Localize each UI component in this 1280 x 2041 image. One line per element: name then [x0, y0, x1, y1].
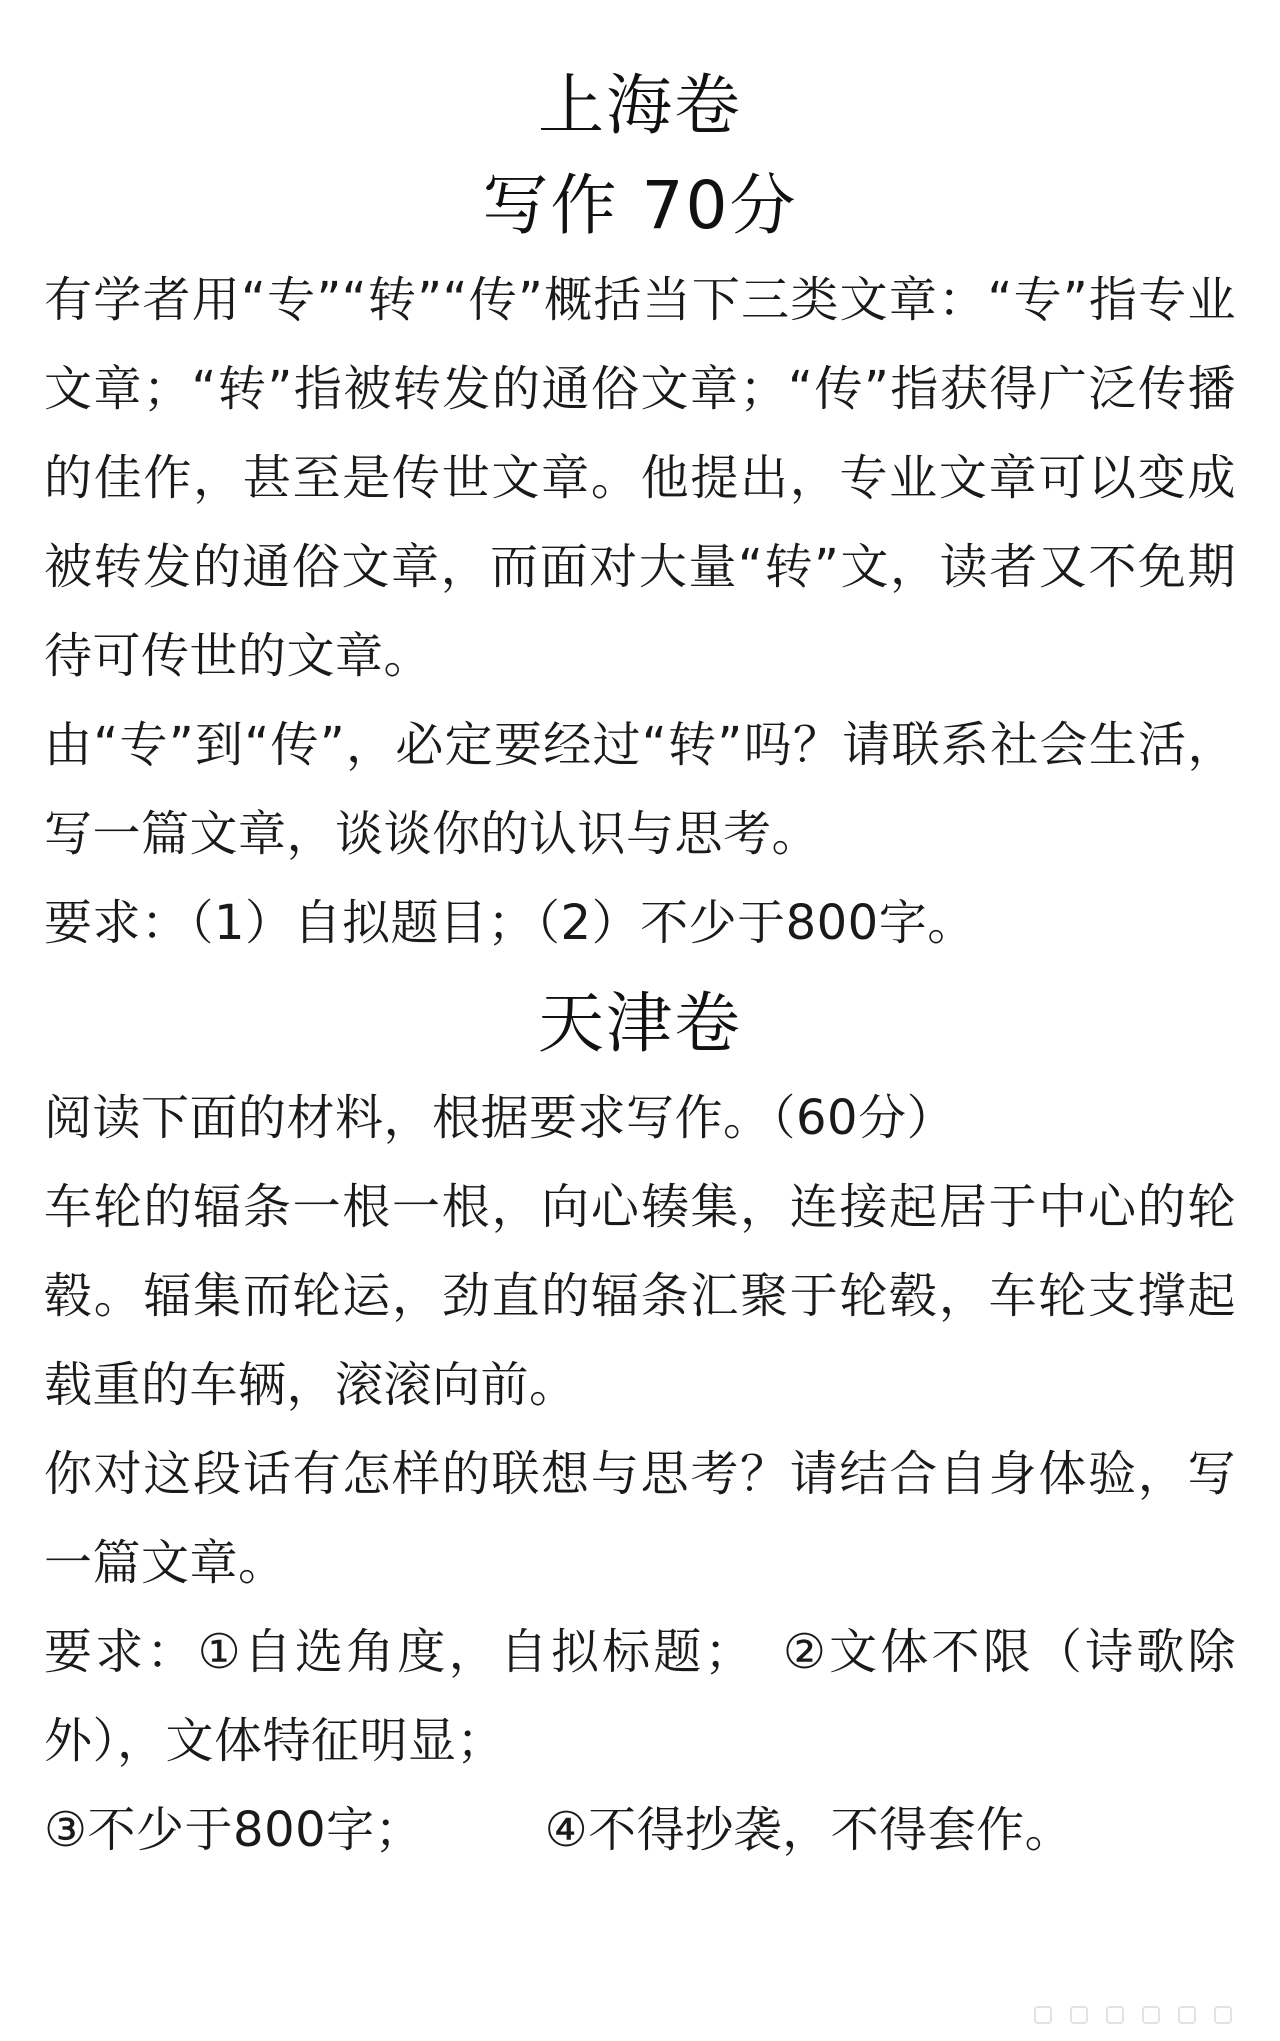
shanghai-subtitle: 写作 70分	[482, 167, 798, 244]
exam-content	[44, 56, 1236, 1875]
watermark-square-icon	[1142, 2006, 1160, 2024]
watermark-square-icon	[1106, 2006, 1124, 2024]
tianjin-requirements-line-1: 要求：①自选角度，自拟标题； ②文体不限（诗歌除外），文体特征明显；	[44, 1624, 1236, 1769]
tianjin-prompt-paragraph: 你对这段话有怎样的联想与思考？请结合自身体验，写一篇文章。	[44, 1446, 1236, 1591]
tianjin-instruction: 阅读下面的材料，根据要求写作。（60分）	[44, 1090, 956, 1146]
shanghai-material-paragraph: 有学者用“专”“转”“传”概括当下三类文章：“专”指专业文章；“转”指被转发的通俗文章；“传”指获得广泛传播的佳作，甚至是传世文章。他提出，专业文章可以变成被转发的通俗文章，而面对大量“转”文，读者又不免期待可传世的文章。	[44, 272, 1236, 684]
tianjin-material-paragraph: 车轮的辐条一根一根，向心辏集，连接起居于中心的轮毂。辐集而轮运，劲直的辐条汇聚于轮毂，车轮支撑起载重的车辆，滚滚向前。	[44, 1179, 1236, 1413]
tianjin-requirements-line-2: ③不少于800字； ④不得抄袭，不得套作。	[44, 1802, 1074, 1858]
tianjin-title: 天津卷	[538, 985, 742, 1062]
watermark-icons	[1034, 2003, 1254, 2027]
shanghai-requirements: 要求：（1）自拟题目；（2）不少于800字。	[44, 895, 976, 951]
watermark-square-icon	[1034, 2006, 1052, 2024]
watermark-square-icon	[1178, 2006, 1196, 2024]
shanghai-title: 上海卷	[538, 67, 742, 144]
shanghai-prompt-paragraph: 由“专”到“传”，必定要经过“转”吗？请联系社会生活，写一篇文章，谈谈你的认识与思考。	[44, 717, 1236, 862]
watermark-square-icon	[1070, 2006, 1088, 2024]
watermark-square-icon	[1214, 2006, 1232, 2024]
